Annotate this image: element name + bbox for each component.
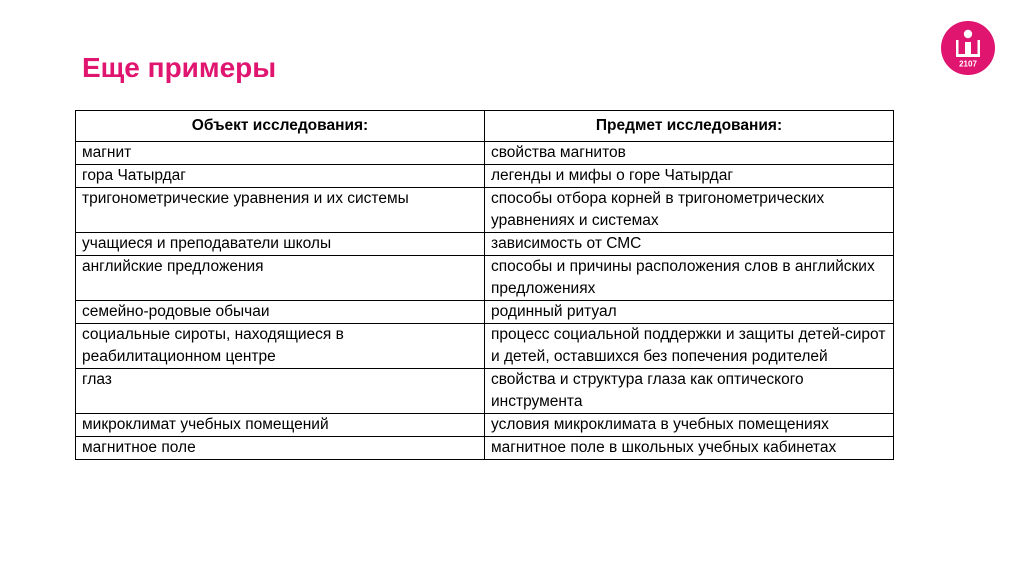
subject-cell: свойства и структура глаза как оптического инструмента bbox=[485, 369, 894, 414]
table-row bbox=[76, 256, 894, 301]
table-row bbox=[76, 324, 894, 369]
comparison-table-wrap bbox=[75, 110, 893, 460]
table-row bbox=[76, 369, 894, 414]
object-cell: гора Чатырдаг bbox=[76, 165, 485, 188]
header-subject: Предмет исследования: bbox=[485, 111, 894, 142]
table-row bbox=[76, 142, 894, 165]
subject-cell: свойства магнитов bbox=[485, 142, 894, 165]
table-row bbox=[76, 188, 894, 233]
subject-cell: легенды и мифы о горе Чатырдаг bbox=[485, 165, 894, 188]
table-row bbox=[76, 414, 894, 437]
object-cell: семейно-родовые обычаи bbox=[76, 301, 485, 324]
table-row bbox=[76, 437, 894, 460]
comparison-table bbox=[75, 110, 894, 460]
table-header-row bbox=[76, 111, 894, 142]
subject-cell: способы и причины расположения слов в английских предложениях bbox=[485, 256, 894, 301]
object-cell: глаз bbox=[76, 369, 485, 414]
subject-cell: условия микроклимата в учебных помещениях bbox=[485, 414, 894, 437]
subject-cell: способы отбора корней в тригонометрических уравнениях и системах bbox=[485, 188, 894, 233]
subject-cell: зависимость от СМС bbox=[485, 233, 894, 256]
object-cell: микроклимат учебных помещений bbox=[76, 414, 485, 437]
header-object: Объект исследования: bbox=[76, 111, 485, 142]
school-logo-icon bbox=[941, 21, 995, 75]
object-cell: учащиеся и преподаватели школы bbox=[76, 233, 485, 256]
object-cell: английские предложения bbox=[76, 256, 485, 301]
subject-cell: магнитное поле в школьных учебных кабинетах bbox=[485, 437, 894, 460]
table-row bbox=[76, 165, 894, 188]
object-cell: магнитное поле bbox=[76, 437, 485, 460]
object-cell: социальные сироты, находящиеся в реабилитационном центре bbox=[76, 324, 485, 369]
table-row bbox=[76, 233, 894, 256]
object-cell: магнит bbox=[76, 142, 485, 165]
subject-cell: процесс социальной поддержки и защиты детей-сирот и детей, оставшихся без попечения родителей bbox=[485, 324, 894, 369]
page-title: Еще примеры bbox=[82, 52, 277, 83]
subject-cell: родинный ритуал bbox=[485, 301, 894, 324]
table-row bbox=[76, 301, 894, 324]
logo-number: 2107 bbox=[959, 59, 977, 69]
object-cell: тригонометрические уравнения и их системы bbox=[76, 188, 485, 233]
